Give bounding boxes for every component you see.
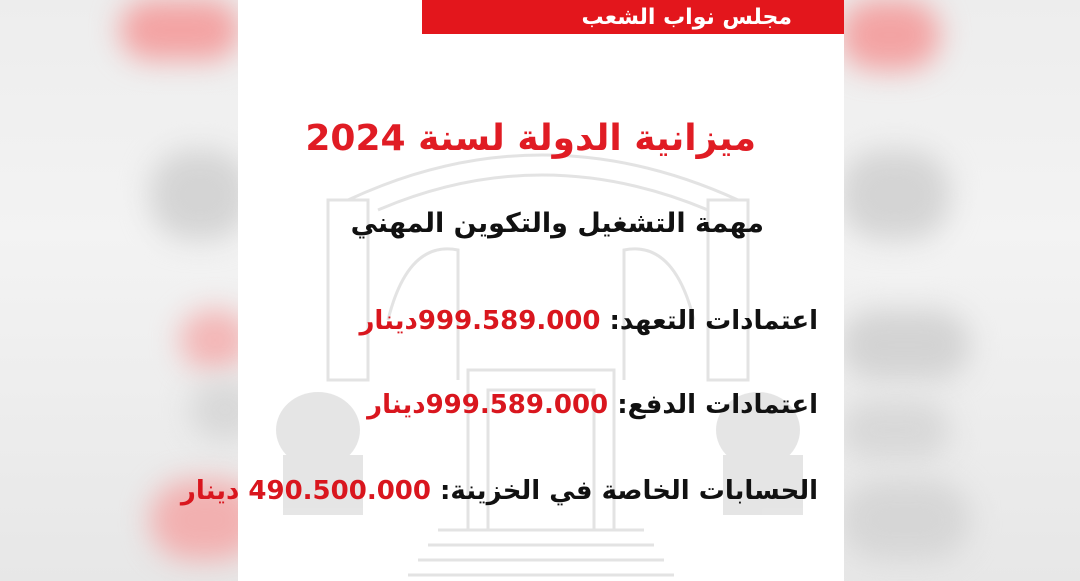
row-label: اعتمادات التعهد: [609,306,818,336]
header-label: مجلس نواب الشعب [581,4,792,30]
row-label: الحسابات الخاصة في الخزينة: [440,476,818,506]
row-label: اعتمادات الدفع: [617,390,818,420]
blurred-background-right [840,0,1080,581]
header-banner [422,0,844,34]
row-amount: 999.589.000دينار [367,390,609,420]
page-title: ميزانية الدولة لسنة 2024 [305,118,756,159]
commitment-credits-row [359,306,818,336]
treasury-accounts-row [181,476,818,506]
row-amount: 490.500.000 دينار [180,476,431,506]
row-amount: 999.589.000دينار [359,306,601,336]
budget-card [180,0,844,581]
payment-credits-row [367,390,818,420]
mission-subtitle: مهمة التشغيل والتكوين المهني [350,208,764,239]
